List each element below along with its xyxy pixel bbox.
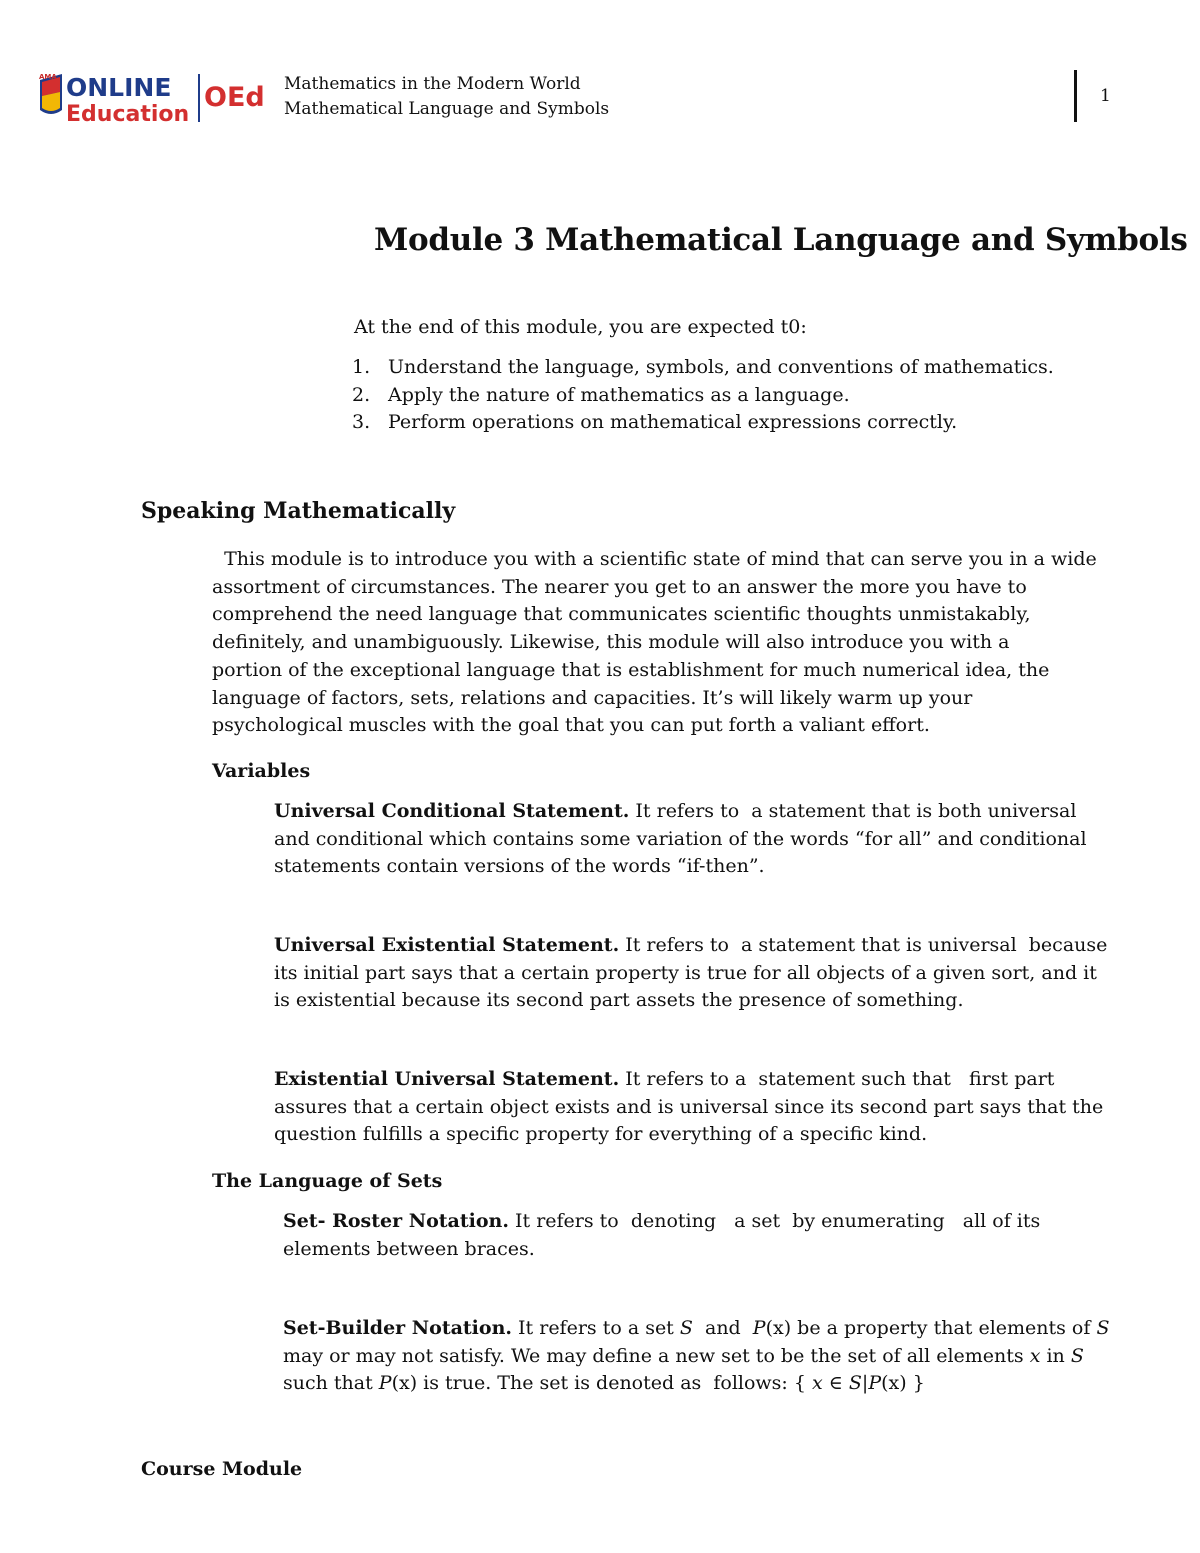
footer-label: Course Module [141, 1458, 303, 1480]
objective-item: 2. Apply the nature of mathematics as a language. [352, 383, 850, 406]
header-divider [1074, 70, 1077, 122]
objective-item: 1. Understand the language, symbols, and conventions of mathematics. [352, 356, 1054, 378]
section-heading: Speaking Mathematically [141, 498, 456, 524]
header-topic: Mathematical Language and Symbols [284, 99, 610, 119]
universal-existential-def: Universal Existential Statement. It refers to a statement that is universal because its initial part says that a certain property is true for all objects of a given sort, and it is existential because its second part assets the presence of something. [274, 934, 1108, 1012]
set-builder-def: Set-Builder Notation. It refers to a set S and P(x) be a property that elements of S may or may not satisfy. We may define a new set to be the set of all elements x in S such that P(x) is true. The set is denoted as follows: { x ∈ S|P(x) } [283, 1317, 1110, 1395]
intro-paragraph: This module is to introduce you with a scientific state of mind that can serve you in a wide assortment of circumstances. The nearer you get to an answer the more you have to comprehend the need language that communicates scientific thoughts unmistakably, definitely, and unambiguously. Likewise, this module will also introduce you with a portion of the exceptional language that is establishment for much numerical idea, the language of factors, sets, relations and capacities. It’s will likely warm up your psychological muscles with the goal that you can put forth a valiant effort. [212, 548, 1097, 737]
objective-item: 3. Perform operations on mathematical expressions correctly. [352, 411, 958, 433]
page-title: Module 3 Mathematical Language and Symbols [374, 222, 1188, 258]
variables-heading: Variables [212, 760, 311, 782]
existential-universal-def: Existential Universal Statement. It refers to a statement such that first part assures that a certain object exists and is universal since its second part says that the question fulfills a specific property for everything of a specific kind. [274, 1068, 1104, 1146]
online-education-logo [36, 70, 274, 126]
logo-online: ONLINE [66, 73, 172, 102]
roster-notation-def: Set- Roster Notation. It refers to denoting a set by enumerating all of its elements between braces. [283, 1210, 1041, 1260]
objectives-intro: At the end of this module, you are expected t0: [354, 316, 807, 338]
header-course: Mathematics in the Modern World [284, 74, 581, 94]
universal-conditional-def: Universal Conditional Statement. It refers to a statement that is both universal and conditional which contains some variation of the words “for all” and conditional statements contain versions of the words “if-then”. [274, 800, 1087, 878]
logo-education: Education [66, 102, 190, 126]
logo-badge: AMA [39, 73, 57, 81]
objectives-list [352, 354, 1054, 437]
page-number: 1 [1100, 86, 1111, 106]
sets-heading: The Language of Sets [212, 1170, 443, 1192]
logo-oed: OEd [204, 82, 265, 113]
